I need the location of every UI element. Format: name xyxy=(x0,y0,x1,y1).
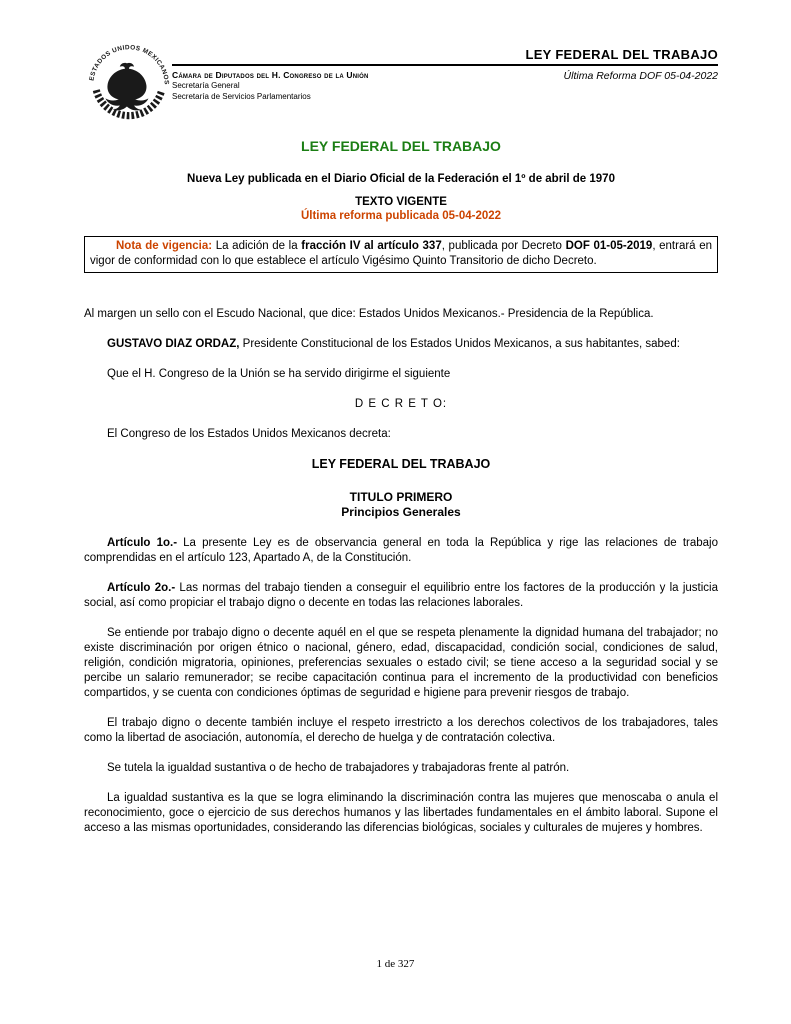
article-2: Artículo 2o.- Las normas del trabajo tienden a conseguir el equilibrio entre los factores de la producción y la justicia social, así como propiciar el trabajo digno o decente en todas las relaciones laborales. xyxy=(84,582,718,609)
principios-generales-heading: Principios Generales xyxy=(341,505,461,519)
paragraph-congress-address: Que el H. Congreso de la Unión se ha servido dirigirme el siguiente xyxy=(107,368,451,380)
reform-published-line: Última reforma publicada 05-04-2022 xyxy=(300,210,502,222)
article-1-label: Artículo 1o.- xyxy=(107,537,178,549)
publication-line: Nueva Ley publicada en el Diario Oficial de la Federación el 1º de abril de 1970 xyxy=(187,173,615,185)
eagle-silhouette xyxy=(106,63,149,111)
paragraph-substantive-equality-definition: La igualdad sustantiva es la que se logra eliminando la discriminación contra las mujeres que menoscaba o anula el reconocimiento, goce o ejercicio de sus derechos humanos y las libertades fundamentales en el ámbito laboral. Supone el acceso a las mismas oportunidades, considerando las diferencias biológicas, sociales y culturales de mujeres y hombres. xyxy=(84,792,718,834)
coat-of-arms-seal-icon xyxy=(82,42,176,122)
title-primero-heading: TITULO PRIMERO xyxy=(349,490,453,504)
validity-note-text: Nota de vigencia: La adición de la fracción IV al artículo 337, publicada por Decreto DOF 01-05-2019, entrará en vigor de conformidad con lo que establece el artículo Vigésimo Quinto Transitorio de dicho Decreto. xyxy=(90,240,713,267)
validity-note-label: Nota de vigencia: xyxy=(116,240,213,252)
paragraph-decent-work-definition: Se entiende por trabajo digno o decente aquél en el que se respeta plenamente la dignidad humana del trabajador; no existe discriminación por origen étnico o nacional, género, edad, discapacidad, condición social, condiciones de salud, religión, condición migratoria, opiniones, preferencias sexuales o estado civil; se tiene acceso a la seguridad social y se percibe un salario remunerador; se recibe capacitación continua para el incremento de la productividad con beneficios compartidos, y se cuenta con condiciones óptimas de seguridad e higiene para prevenir riesgos de trabajo. xyxy=(84,627,718,699)
institution-name: Cámara de Diputados del H. Congreso de la Unión xyxy=(172,70,369,80)
header-last-reform: Última Reforma DOF 05-04-2022 xyxy=(563,70,718,82)
header-divider xyxy=(172,64,718,66)
header-institution-block xyxy=(172,70,369,102)
secretariat-general: Secretaría General xyxy=(172,81,240,90)
law-title-heading: LEY FEDERAL DEL TRABAJO xyxy=(311,457,491,471)
validity-note-box xyxy=(84,236,718,273)
paragraph-president: GUSTAVO DIAZ ORDAZ, Presidente Constitucional de los Estados Unidos Mexicanos, a sus habitantes, sabed: xyxy=(107,338,680,350)
decree-heading: D E C R E T O: xyxy=(354,398,448,410)
law-main-title: LEY FEDERAL DEL TRABAJO xyxy=(301,138,501,154)
status-line: TEXTO VIGENTE xyxy=(355,196,447,208)
paragraph-substantive-equality-protection: Se tutela la igualdad sustantiva o de hecho de trabajadores y trabajadoras frente al patrón. xyxy=(107,762,570,774)
article-1: Artículo 1o.- La presente Ley es de observancia general en toda la República y rige las relaciones de trabajo comprendidas en el artículo 123, Apartado A, de la Constitución. xyxy=(84,537,718,564)
president-name: GUSTAVO DIAZ ORDAZ, xyxy=(107,338,240,350)
paragraph-decree-statement: El Congreso de los Estados Unidos Mexicanos decreta: xyxy=(107,428,391,440)
article-2-label: Artículo 2o.- xyxy=(107,582,176,594)
paragraph-collective-rights: El trabajo digno o decente también incluye el respeto irrestricto a los derechos colectivos de los trabajadores, tales como la libertad de asociación, autonomía, el derecho de huelga y de contratación colectiva. xyxy=(84,717,718,744)
secretariat-parliamentary-services: Secretaría de Servicios Parlamentarios xyxy=(172,92,311,101)
document-body xyxy=(84,138,718,851)
paragraph-seal-margin: Al margen un sello con el Escudo Nacional, que dice: Estados Unidos Mexicanos.- Presidencia de la República. xyxy=(84,308,654,320)
header-document-title: LEY FEDERAL DEL TRABAJO xyxy=(525,47,718,62)
page-number: 1 de 327 xyxy=(376,958,415,970)
page-header xyxy=(172,47,718,102)
seal-text: ESTADOS UNIDOS MEXICANOS xyxy=(88,44,170,86)
